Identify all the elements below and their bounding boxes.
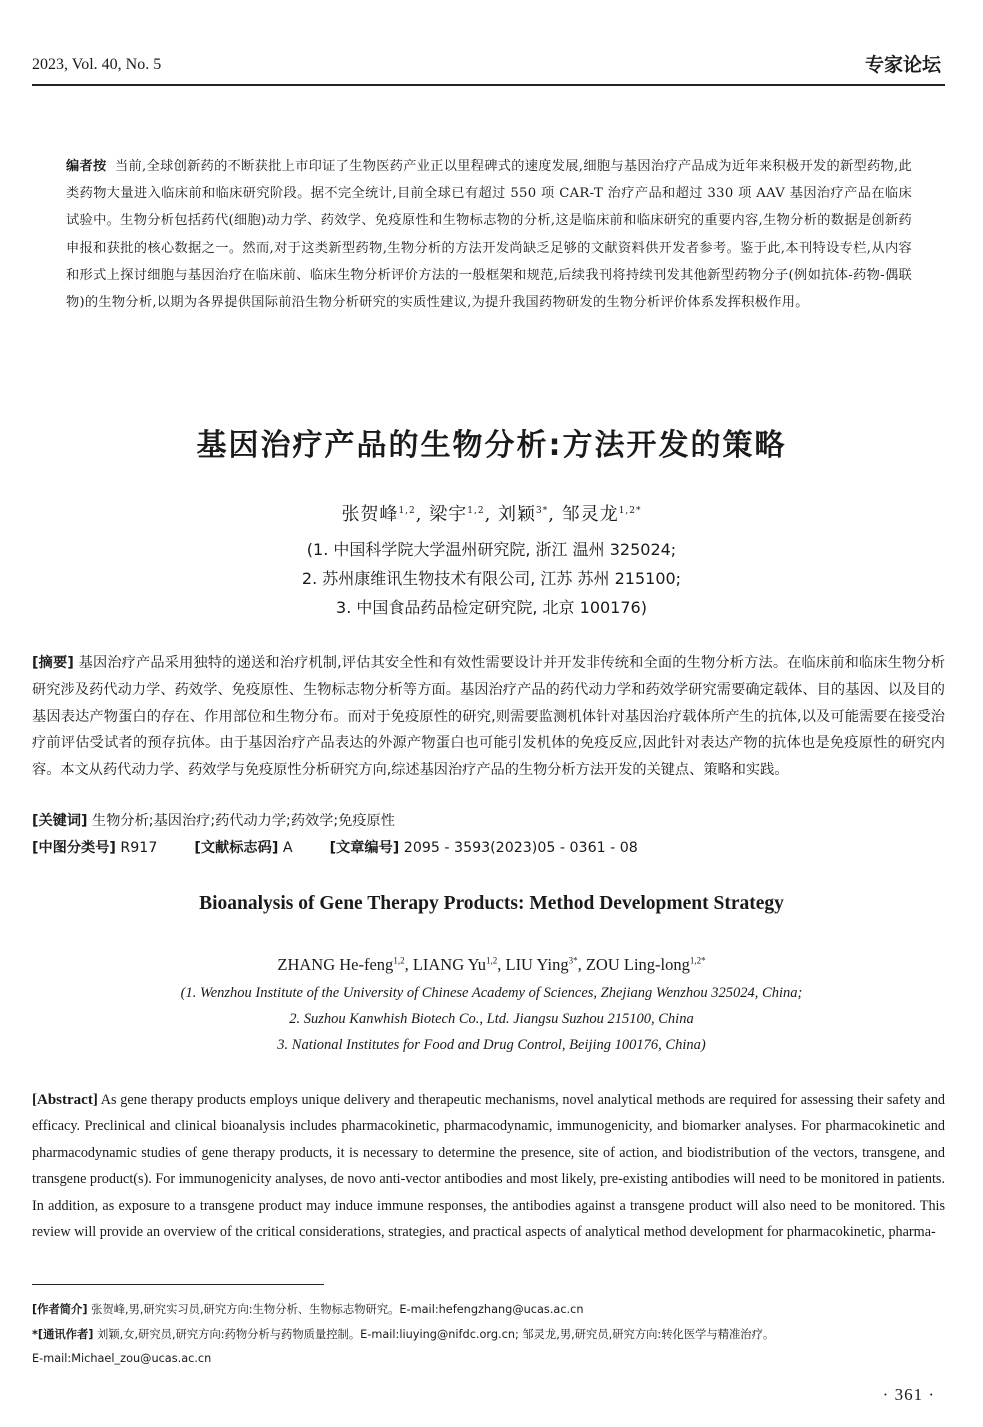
classification-line bbox=[32, 837, 638, 857]
author-list-cn: 张贺峰$^{1,2}$, 梁宇$^{1,2}$, 刘颖$^{3*}$, 邹灵龙$^{1,2*}$ bbox=[341, 504, 642, 525]
author-sup: 3* bbox=[536, 506, 549, 516]
footnote-author-intro bbox=[32, 1298, 945, 1322]
header-divider bbox=[32, 84, 945, 86]
author-name-cn: 梁宇 bbox=[429, 504, 468, 525]
keywords-label: [关键词] bbox=[32, 813, 88, 829]
doc-code-label: [文献标志码] bbox=[194, 840, 279, 856]
author-sup: 1,2* bbox=[618, 506, 642, 516]
author-name-en: LIANG Yu bbox=[412, 955, 486, 974]
abstract-cn-label: [摘要] bbox=[32, 655, 74, 671]
author-name-en: LIU Ying bbox=[505, 955, 569, 974]
column-title: 专家论坛 bbox=[864, 54, 941, 76]
journal-issue-info: 2023, Vol. 40, No. 5 bbox=[32, 56, 162, 73]
abstract-cn-text: 基因治疗产品采用独特的递送和治疗机制,评估其安全性和有效性需要设计并开发非传统和全面的生物分析方法。在临床前和临床生物分析研究涉及药代动力学、药效学、免疫原性、生物标志物分析等方面。基因治疗产品的药代动力学和药效学研究需要确定载体、目的基因、以及目的基因表达产物蛋白的存在、作用部位和生物分布。而对于免疫原性的研究,则需要监测机体针对基因治疗载体所产生的抗体,以及可能需要在接受治疗前评估受试者的预存抗体。由于基因治疗产品表达的外源产物蛋白也可能引发机体的免疫反应,因此针对表达产物的抗体也是免疫原性的研究内容。本文从药代动力学、药效学与免疫原性分析研究方向,综述基因治疗产品的生物分析方法开发的关键点、策略和实践。 bbox=[32, 655, 946, 779]
article-no-label: [文章编号] bbox=[329, 840, 400, 856]
affiliation-en: (1. Wenzhou Institute of the University of Chinese Academy of Sciences, Zhejiang Wenzhou 325024, China; bbox=[180, 985, 803, 1001]
author-name-cn: 刘颖 bbox=[498, 504, 537, 525]
clc-value: R917 bbox=[120, 840, 158, 856]
corresponding-label: *[通讯作者] bbox=[32, 1328, 94, 1341]
affiliation-en: 3. National Institutes for Food and Drug Control, Beijing 100176, China) bbox=[277, 1037, 706, 1053]
affiliation-cn: 3. 中国食品药品检定研究院, 北京 100176) bbox=[336, 598, 647, 617]
affiliation-cn: 2. 苏州康维讯生物技术有限公司, 江苏 苏州 215100; bbox=[301, 569, 682, 588]
abstract-cn bbox=[32, 650, 945, 784]
doc-code-value: A bbox=[282, 840, 293, 856]
abstract-en-label: [Abstract] bbox=[32, 1092, 98, 1108]
author-sup: 1,2 bbox=[485, 955, 498, 966]
keywords bbox=[32, 810, 395, 830]
clc-label: [中图分类号] bbox=[32, 840, 116, 856]
article-no-value: 2095 - 3593(2023)05 - 0361 - 08 bbox=[403, 840, 638, 856]
author-sup: 1,2 bbox=[467, 506, 485, 516]
affiliation-cn: (1. 中国科学院大学温州研究院, 浙江 温州 325024; bbox=[306, 540, 677, 559]
footnote-email: E-mail:Michael_zou@ucas.ac.cn bbox=[32, 1352, 212, 1365]
author-sup: 1,2 bbox=[398, 506, 416, 516]
author-name-en: ZOU Ling-long bbox=[585, 955, 690, 974]
editor-note-label: 编者按 bbox=[66, 159, 107, 174]
author-name-en: ZHANG He-feng bbox=[277, 955, 394, 974]
author-name-cn: 张贺峰 bbox=[341, 504, 399, 525]
page-number: · 361 · bbox=[882, 1385, 935, 1404]
author-sup: 1,2 bbox=[393, 955, 405, 966]
keywords-text: 生物分析;基因治疗;药代动力学;药效学;免疫原性 bbox=[92, 813, 395, 829]
affiliation-en: 2. Suzhou Kanwhish Biotech Co., Ltd. Jiangsu Suzhou 215100, China bbox=[289, 1011, 694, 1027]
footnote-divider bbox=[32, 1284, 324, 1285]
author-intro-text: 张贺峰,男,研究实习员,研究方向:生物分析、生物标志物研究。E-mail:hefengzhang@ucas.ac.cn bbox=[91, 1303, 584, 1316]
author-name-cn: 邹灵龙 bbox=[561, 504, 619, 525]
author-sup: 3* bbox=[568, 955, 578, 966]
author-sup: 1,2* bbox=[689, 955, 706, 966]
article-title-en: Bioanalysis of Gene Therapy Products: Method Development Strategy bbox=[199, 893, 784, 914]
author-list-en: ZHANG He-feng$^{1,2}$, LIANG Yu$^{1,2}$, LIU Ying$^{3*}$, ZOU Ling-long$^{1,2*}$ bbox=[277, 955, 706, 974]
article-title-cn: 基因治疗产品的生物分析:方法开发的策略 bbox=[196, 428, 787, 463]
abstract-en bbox=[32, 1087, 945, 1245]
editor-note bbox=[66, 153, 912, 316]
corresponding-text: 刘颖,女,研究员,研究方向:药物分析与药物质量控制。E-mail:liuying@nifdc.org.cn; 邹灵龙,男,研究员,研究方向:转化医学与精准治疗。 bbox=[97, 1328, 775, 1341]
abstract-en-text: As gene therapy products employs unique delivery and therapeutic mechanisms, novel analytical methods are required for assessing their safety and efficacy. Preclinical and clinical bioanalysis includes pharmacokinetic, pharmacodynamic, immunogenicity, and biomarker analyses. For pharmacokinetic and pharmacodynamic studies of gene therapy products, it is necessary to determine the presence, site of action, and biodistribution of the vectors, transgene, and transgene product(s). For immunogenicity analyses, de novo anti-vector antibodies and most likely, pre-existing antibodies will need to be monitored in patients. In addition, as exposure to a transgene product may induce immune responses, the antibodies against a transgene product will also need to be monitored. This review will provide an overview of the critical considerations, strategies, and practical aspects of analytical method development for pharmacokinetic, pharma- bbox=[32, 1092, 946, 1241]
author-intro-label: [作者简介] bbox=[32, 1303, 88, 1316]
editor-note-text: 当前,全球创新药的不断获批上市印证了生物医药产业正以里程碑式的速度发展,细胞与基因治疗产品成为近年来积极开发的新型药物,此类药物大量进入临床前和临床研究阶段。据不完全统计,目前全球已有超过 550 项 CAR-T 治疗产品和超过 330 项 AAV 基因治疗产品在临床试验中。生物分析包括药代(细胞)动力学、药效学、免疫原性和生物标志物的分析,这是临床前和临床研究的重要内容,生物分析的数据是创新药申报和获批的核心数据之一。然而,对于这类新型药物,生物分析的方法开发尚缺乏足够的文献资料供开发者参考。鉴于此,本刊特设专栏,从内容和形式上探讨细胞与基因治疗在临床前、临床生物分析评价方法的一般框架和规范,后续我刊将持续刊发其他新型药物分子(例如抗体-药物-偶联物)的生物分析,以期为各界提供国际前沿生物分析研究的实质性建议,为提升我国药物研发的生物分析评价体系发挥积极作用。 bbox=[66, 159, 912, 311]
footnote-corresponding bbox=[32, 1323, 945, 1347]
